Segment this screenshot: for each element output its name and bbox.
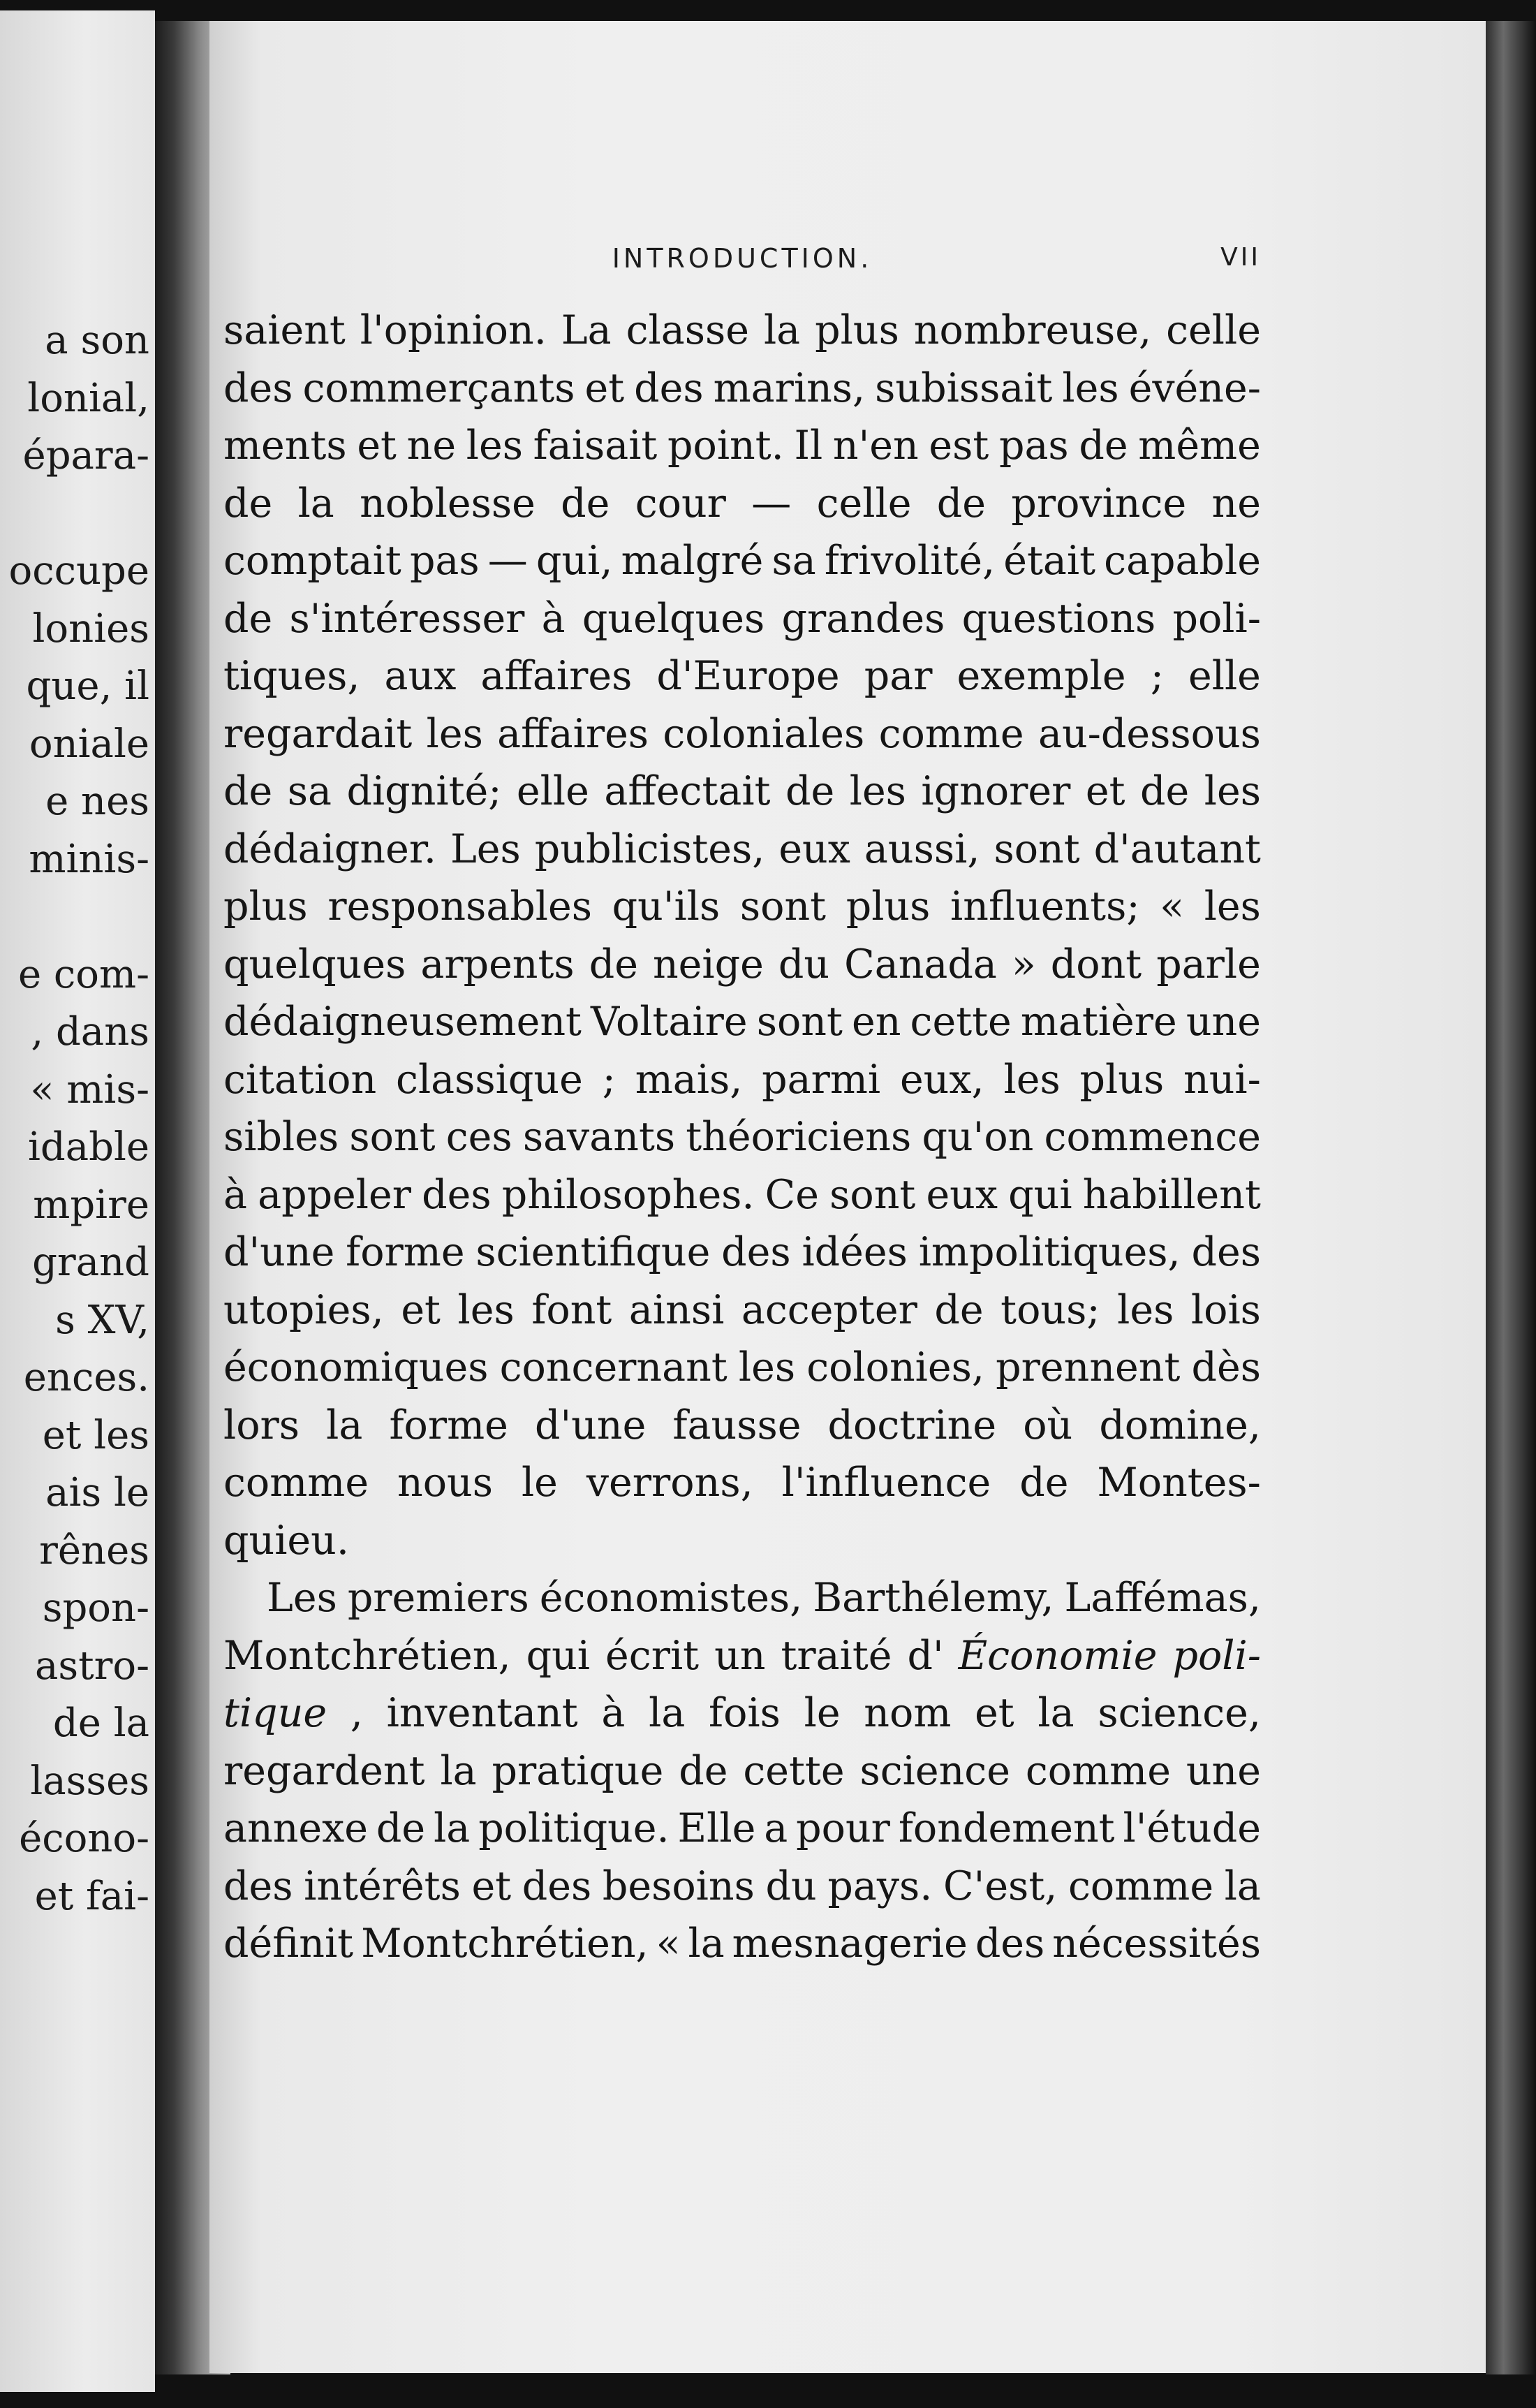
word: qu'on (922, 1114, 1034, 1160)
word: eux, (899, 1056, 984, 1103)
word: aussi, (864, 825, 980, 872)
word: le (521, 1460, 558, 1506)
word: dignité; (346, 768, 502, 814)
word: poli- (1172, 595, 1261, 642)
text-line (223, 821, 1261, 879)
word: Barthélemy, (813, 1575, 1054, 1621)
word: les (1204, 768, 1261, 814)
word: classe (626, 307, 749, 353)
word: commence (1044, 1114, 1261, 1160)
word: de (376, 1805, 426, 1851)
word: — (751, 480, 792, 527)
previous-page-edge (0, 10, 155, 2392)
word: fondement (898, 1805, 1115, 1851)
text-line (223, 302, 1261, 360)
margin-fragment: écono- (19, 1816, 149, 1861)
text-line (223, 705, 1261, 763)
word: d'Europe (656, 653, 840, 699)
margin-fragment: lonial, (27, 375, 149, 421)
word: parmi (762, 1056, 881, 1103)
word: dont (1050, 941, 1142, 988)
word: « (1160, 883, 1185, 930)
word: nous (397, 1460, 494, 1506)
word: l'opinion. (360, 307, 547, 353)
margin-fragment: ais le (45, 1470, 149, 1515)
margin-fragment: a son (45, 318, 149, 363)
word: annexe (223, 1805, 369, 1851)
word: a (764, 1805, 788, 1851)
word: les (1003, 1056, 1061, 1103)
word: « (656, 1921, 681, 1967)
word: la (1224, 1863, 1261, 1909)
margin-fragment: occupe (8, 548, 149, 594)
body-text (223, 302, 1261, 1973)
word: sont (994, 825, 1080, 872)
word: pas (409, 538, 480, 584)
word: comme (1025, 1747, 1171, 1794)
text-line (223, 1512, 1261, 1570)
word: cette (910, 999, 1012, 1045)
word: la (434, 1805, 471, 1851)
word: sibles (223, 1114, 339, 1160)
margin-fragment: que, il (26, 663, 149, 709)
text-line (223, 1224, 1261, 1282)
word: quelques (223, 941, 406, 988)
word: les (466, 423, 523, 469)
word: les (1117, 1286, 1174, 1333)
word: cette (743, 1747, 845, 1794)
word: saient (223, 307, 346, 353)
word: tous; (1000, 1286, 1100, 1333)
word: science (859, 1747, 1010, 1794)
text-line (223, 360, 1261, 418)
margin-fragment: mpire (33, 1182, 149, 1228)
text-line (223, 1684, 1261, 1742)
margin-fragment: lasses (30, 1758, 149, 1804)
word: plus (845, 883, 931, 930)
word: et (584, 365, 625, 411)
word: malgré (621, 538, 764, 584)
word: à (223, 1171, 247, 1218)
word: nombreuse, (913, 307, 1152, 353)
word: font (531, 1286, 612, 1333)
text-line (223, 936, 1261, 994)
text-line (223, 1627, 1261, 1685)
word: Économie (958, 1632, 1158, 1679)
word: la (649, 1690, 686, 1736)
word: d'autant (1093, 825, 1261, 872)
word: des (1191, 1229, 1261, 1275)
word: d'une (535, 1402, 647, 1448)
page-header (223, 243, 1261, 285)
word: la (326, 1402, 363, 1448)
margin-fragment: e com- (17, 951, 149, 997)
word: est (929, 423, 989, 469)
margin-fragment: s XV, (55, 1297, 149, 1343)
word: accepter (741, 1286, 917, 1333)
word: les (426, 710, 483, 757)
word: noblesse (360, 480, 536, 527)
word: tiques, (223, 653, 360, 699)
word: premiers (347, 1575, 529, 1621)
word: plus (1079, 1056, 1165, 1103)
word: ments (223, 423, 347, 469)
text-line (223, 1339, 1261, 1397)
word: capable (1104, 538, 1261, 584)
word: Ce (765, 1171, 820, 1218)
word: des (422, 1171, 492, 1218)
word: quieu. (223, 1517, 349, 1564)
word: lois (1190, 1286, 1261, 1333)
word: aux (384, 653, 457, 699)
word: qui, (536, 538, 613, 584)
word: ; (1150, 653, 1164, 699)
word: des (223, 1863, 293, 1909)
paragraph-2 (223, 1569, 1261, 1973)
word: un (714, 1632, 766, 1679)
text-line (223, 417, 1261, 475)
word: événe- (1128, 365, 1261, 411)
word: comme (1068, 1863, 1214, 1909)
word: affectait (604, 768, 771, 814)
word: une (1186, 1747, 1261, 1794)
word: celle (1166, 307, 1261, 353)
word: Il (794, 423, 823, 469)
word: Les (450, 825, 521, 872)
word: sont (829, 1171, 916, 1218)
word: Canada (844, 941, 997, 988)
word: les (849, 768, 906, 814)
word: influents; (950, 883, 1140, 930)
word: des (634, 365, 704, 411)
word: de (1140, 768, 1190, 814)
word: Montes- (1097, 1460, 1261, 1506)
text-line (223, 993, 1261, 1051)
word: forme (389, 1402, 508, 1448)
margin-fragment: et fai- (34, 1873, 149, 1919)
text-line (223, 1800, 1261, 1858)
margin-fragment: , dans (31, 1009, 149, 1055)
word: définit (223, 1921, 354, 1967)
margin-fragment: lonies (32, 605, 149, 652)
word: subissait (875, 365, 1053, 411)
word: dédaigneusement (223, 999, 582, 1045)
word: elle (516, 768, 589, 814)
word: frivolité, (824, 538, 996, 584)
word: qui (1008, 1171, 1072, 1218)
word: regardent (223, 1747, 425, 1794)
page-stack-edge (1486, 21, 1536, 2374)
word: habillent (1082, 1171, 1261, 1218)
word: fois (709, 1690, 781, 1736)
word: eux (778, 825, 850, 872)
text-line (223, 590, 1261, 648)
word: Montchrétien, (361, 1921, 649, 1967)
word: philosophes. (501, 1171, 755, 1218)
word: de (1079, 423, 1128, 469)
word: , (350, 1690, 363, 1736)
text-line (223, 1166, 1261, 1224)
word: d' (907, 1632, 944, 1679)
margin-fragment: minis- (29, 836, 149, 882)
word: pays. (827, 1863, 933, 1909)
word: faisait (533, 423, 658, 469)
word: et (471, 1863, 512, 1909)
word: dédaigner. (223, 825, 436, 872)
word: sont (739, 883, 827, 930)
paragraph-1 (223, 302, 1261, 1569)
word: C'est, (943, 1863, 1058, 1909)
word: science, (1098, 1690, 1261, 1736)
word: comme (223, 1460, 369, 1506)
word: de (679, 1747, 728, 1794)
word: ainsi (628, 1286, 725, 1333)
word: la (440, 1747, 477, 1794)
word: du (765, 1863, 817, 1909)
margin-fragment: épara- (22, 433, 149, 478)
word: nui- (1183, 1056, 1261, 1103)
word: Elle (677, 1805, 756, 1851)
word: des (223, 365, 293, 411)
margin-fragment: rênes (39, 1527, 149, 1573)
word: coloniales (663, 710, 865, 757)
word: idées (802, 1229, 908, 1275)
word: la (297, 480, 334, 527)
word: neige (652, 941, 764, 988)
word: savants (522, 1114, 676, 1160)
word: doctrine (827, 1402, 997, 1448)
word: verrons, (586, 1460, 753, 1506)
text-line (223, 1397, 1261, 1455)
word: fausse (672, 1402, 802, 1448)
text-line (223, 1454, 1261, 1512)
word: mais, (635, 1056, 743, 1103)
word: utopies, (223, 1286, 384, 1333)
word: théoriciens (686, 1114, 912, 1160)
word: et (975, 1690, 1014, 1736)
text-line (223, 1282, 1261, 1339)
text-line (223, 1569, 1261, 1627)
word: celle (816, 480, 912, 527)
word: où (1023, 1402, 1073, 1448)
word: écrit (605, 1632, 700, 1679)
word: économiques (223, 1344, 489, 1390)
word: cour (635, 480, 726, 527)
word: au-dessous (1037, 710, 1261, 757)
text-line (223, 532, 1261, 590)
word: impolitiques, (918, 1229, 1181, 1275)
word: point. (667, 423, 784, 469)
word: matière (1020, 999, 1177, 1045)
word: marins, (713, 365, 866, 411)
text-line (223, 763, 1261, 821)
word: tique (223, 1690, 327, 1736)
word: et (401, 1286, 441, 1333)
word: poli- (1172, 1632, 1261, 1679)
word: les (1062, 365, 1119, 411)
word: nom (864, 1690, 952, 1736)
word: intérêts (304, 1863, 461, 1909)
word: une (1186, 999, 1261, 1045)
word: prennent (996, 1344, 1181, 1390)
word: pratique (492, 1747, 664, 1794)
word: — (487, 538, 528, 584)
word: qu'ils (612, 883, 721, 930)
word: en (852, 999, 901, 1045)
word: même (1138, 423, 1261, 469)
word: les (738, 1344, 796, 1390)
word: qui (526, 1632, 591, 1679)
margin-fragment (0, 485, 149, 543)
text-line (223, 1051, 1261, 1109)
word: s'intéresser (289, 595, 525, 642)
word: le (804, 1690, 841, 1736)
word: de (223, 480, 273, 527)
word: grandes (781, 595, 945, 642)
word: ne (1211, 480, 1261, 527)
word: comme (878, 710, 1024, 757)
word: ne (406, 423, 457, 469)
word: de (934, 1286, 984, 1333)
word: appeler (258, 1171, 411, 1218)
word: affaires (497, 710, 649, 757)
word: scientifique (475, 1229, 711, 1275)
word: pas (998, 423, 1069, 469)
text-line (223, 475, 1261, 533)
word: sont (349, 1114, 436, 1160)
word: de (785, 768, 835, 814)
word: les (457, 1286, 515, 1333)
word: » (1011, 941, 1036, 988)
running-head: INTRODUCTION. (612, 243, 873, 274)
text-line (223, 1742, 1261, 1800)
word: La (561, 307, 612, 353)
word: quelques (582, 595, 765, 642)
page-number: VII (1220, 243, 1261, 272)
word: colonies, (806, 1344, 985, 1390)
text-line (223, 647, 1261, 705)
word: traité (781, 1632, 892, 1679)
margin-fragment: astro- (34, 1643, 149, 1689)
word: ces (445, 1114, 512, 1160)
word: eux (926, 1171, 998, 1218)
word: n'en (832, 423, 919, 469)
word: province (1011, 480, 1187, 527)
previous-page-text (0, 312, 149, 1925)
word: du (778, 941, 830, 988)
margin-fragment: ences. (23, 1355, 149, 1400)
margin-fragment: et les (42, 1412, 149, 1458)
word: Les (267, 1575, 337, 1621)
word: publicistes, (534, 825, 765, 872)
word: ignorer (921, 768, 1071, 814)
word: à (601, 1690, 626, 1736)
word: politique. (478, 1805, 670, 1851)
word: sa (287, 768, 332, 814)
word: comptait (223, 538, 401, 584)
margin-fragment: oniale (29, 721, 149, 767)
text-line (223, 1108, 1261, 1166)
word: des (721, 1229, 791, 1275)
word: la (763, 307, 801, 353)
word: Voltaire (591, 999, 748, 1045)
word: la (1037, 1690, 1075, 1736)
word: forme (346, 1229, 465, 1275)
word: domine, (1099, 1402, 1261, 1448)
word: de (1019, 1460, 1069, 1506)
margin-fragment: spon- (42, 1585, 149, 1631)
word: exemple (957, 653, 1126, 699)
word: et (1085, 768, 1125, 814)
word: sont (756, 999, 843, 1045)
word: la (688, 1921, 725, 1967)
margin-fragment: « mis- (30, 1066, 149, 1113)
word: plus (815, 307, 899, 353)
text-line (223, 1915, 1261, 1973)
word: regardait (223, 710, 413, 757)
word: affaires (480, 653, 633, 699)
word: arpents (420, 941, 575, 988)
word: par (864, 653, 933, 699)
word: sa (771, 538, 816, 584)
word: lors (223, 1402, 300, 1448)
word: d'une (223, 1229, 335, 1275)
margin-fragment: e nes (45, 779, 149, 824)
word: mesnagerie (732, 1921, 968, 1967)
word: l'influence (781, 1460, 991, 1506)
word: citation (223, 1056, 377, 1103)
word: plus (223, 883, 308, 930)
word: à (541, 595, 566, 642)
word: pour (796, 1805, 890, 1851)
word: et (357, 423, 397, 469)
word: ; (602, 1056, 616, 1103)
word: de (223, 768, 273, 814)
word: Laffémas, (1064, 1575, 1261, 1621)
word: de (223, 595, 273, 642)
text-line (223, 1858, 1261, 1916)
word: les (1204, 883, 1261, 930)
word: des (522, 1863, 592, 1909)
word: de (561, 480, 610, 527)
word: classique (396, 1056, 583, 1103)
word: parle (1156, 941, 1261, 988)
word: était (1003, 538, 1096, 584)
word: économistes, (539, 1575, 803, 1621)
word: commerçants (302, 365, 575, 411)
word: nécessités (1052, 1921, 1261, 1967)
margin-fragment: idable (27, 1124, 149, 1170)
margin-fragment: grand (32, 1240, 149, 1285)
word: de (589, 941, 638, 988)
word: inventant (386, 1690, 578, 1736)
word: besoins (602, 1863, 755, 1909)
word: questions (961, 595, 1156, 642)
word: elle (1188, 653, 1261, 699)
margin-fragment: de la (52, 1701, 149, 1746)
word: des (975, 1921, 1045, 1967)
word: l'étude (1123, 1805, 1261, 1851)
word: concernant (499, 1344, 728, 1390)
word: responsables (327, 883, 593, 930)
text-line (223, 878, 1261, 936)
margin-fragment (0, 888, 149, 946)
word: Montchrétien, (223, 1632, 511, 1679)
word: de (936, 480, 986, 527)
word: dès (1191, 1344, 1261, 1390)
